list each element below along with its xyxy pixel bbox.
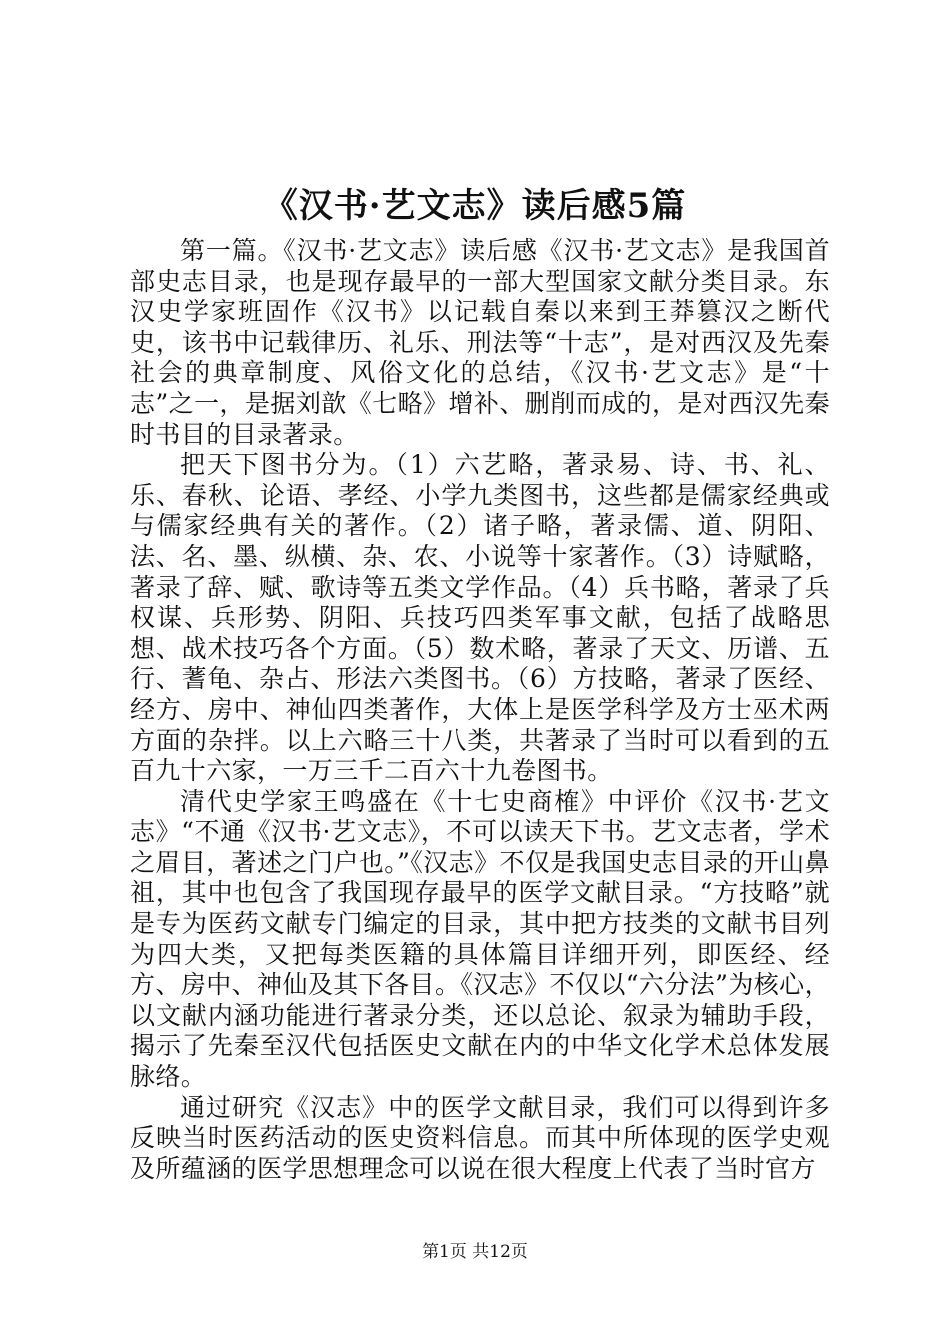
paragraph-4: 通过研究《汉志》中的医学文献目录，我们可以得到许多反映当时医药活动的医史资料信息。而其中所体现的医学史观及所蕴涵的医学思想理念可以说在很大程度上代表了当时官方 [130, 1092, 830, 1183]
paragraph-2: 把天下图书分为。（1）六艺略，著录易、诗、书、礼、乐、春秋、论语、孝经、小学九类图书，这些都是儒家经典或与儒家经典有关的著作。（2）诸子略，著录儒、道、阴阳、法、名、墨、纵横、杂、农、小说等十家著作。（3）诗赋略，著录了辞、赋、歌诗等五类文学作品。（4）兵书略，著录了兵权谋、兵形势、阴阳、兵技巧四类军事文献，包括了战略思想、战术技巧各个方面。（5）数术略，著录了天文、历谱、五行、蓍龟、杂占、形法六类图书。（6）方技略，著录了医经、经方、房中、神仙四类著作，大体上是医学科学及方士巫术两方面的杂拌。以上六略三十八类，共著录了当时可以看到的五百九十六家，一万三千二百六十九卷图书。 [130, 450, 830, 786]
paragraph-1: 第一篇。《汉书·艺文志》读后感《汉书·艺文志》是我国首部史志目录，也是现存最早的一部大型国家文献分类目录。东汉史学家班固作《汉书》以记载自秦以来到王莽篡汉之断代史，该书中记载律历、礼乐、刑法等“十志”，是对西汉及先秦社会的典章制度、风俗文化的总结，《汉书·艺文志》是“十志”之一，是据刘歆《七略》增补、删削而成的，是对西汉先秦时书目的目录著录。 [130, 236, 830, 449]
document-body [130, 236, 830, 1184]
document-title: 《汉书·艺文志》读后感5篇 [263, 186, 687, 226]
paragraph-3: 清代史学家王鸣盛在《十七史商榷》中评价《汉书·艺文志》“不通《汉书·艺文志》，不可以读天下书。艺文志者，学术之眉目，著述之门户也。”《汉志》不仅是我国史志目录的开山鼻祖，其中也包含了我国现存最早的医学文献目录。“方技略”就是专为医药文献专门编定的目录，其中把方技类的文献书目列为四大类，又把每类医籍的具体篇目详细开列，即医经、经方、房中、神仙及其下各目。《汉志》不仅以“六分法”为核心，以文献内涵功能进行著录分类，还以总论、叙录为辅助手段，揭示了先秦至汉代包括医史文献在内的中华文化学术总体发展脉络。 [130, 786, 830, 1092]
page-footer: 第1页 共12页 [422, 1242, 528, 1262]
